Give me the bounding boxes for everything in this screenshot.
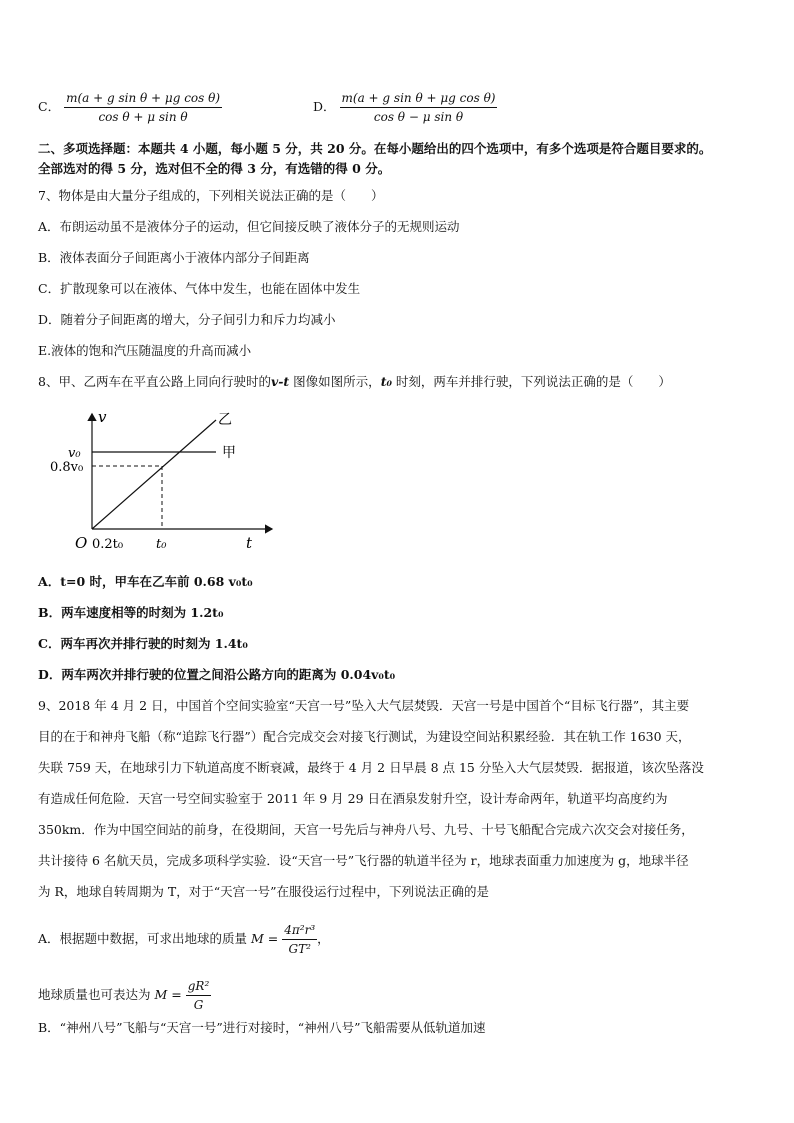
q6-option-d-numerator: m(a + g sin θ + μg cos θ) [340,90,498,108]
q9-line4: 有造成任何危险．天宫一号空间实验室于 2011 年 9 月 29 日在酒泉发射升空，设计寿命两年，轨道平均高度约为 [38,791,668,806]
q9-line2: 目的在于和神舟飞船（称“追踪飞行器”）配合完成交会对接飞行测试，为建设空间站积累经验．其在轨工作 1630 天， [38,729,691,744]
q7-option-c: C．扩散现象可以在液体、气体中发生，也能在固体中发生 [38,281,361,296]
q7-option-b: B．液体表面分子间距离小于液体内部分子间距离 [38,250,310,265]
q6-option-c [38,90,222,125]
q9-line7: 为 R，地球自转周期为 T，对于“天宫一号”在服役运行过程中，下列说法正确的是 [38,884,489,899]
q9-option-a-fraction [282,922,317,957]
q7-stem: 7、物体是由大量分子组成的，下列相关说法正确的是（ ） [38,188,384,203]
q6-option-d-label: D． [313,99,336,114]
q6-option-d-fraction [340,90,498,125]
q9-option-a [38,922,330,957]
section2-line1: 二、多项选择题：本题共 4 小题，每小题 5 分，共 20 分。在每小题给出的四个选项中，有多个选项是符合题目要求的。 [38,141,712,156]
q8-option-d: D．两车两次并排行驶的位置之间沿公路方向的距离为 0.04v₀t₀ [38,667,396,682]
q9-line5: 350km．作为中国空间站的前身，在役期间，天宫一号先后与神舟八号、九号、十号飞船配合完成六次交会对接任务， [38,822,694,837]
series-label-yi: 乙 [218,412,232,428]
q8-option-a: A．t=0 时，甲车在乙车前 0.68 v₀t₀ [38,574,253,589]
q9-line3: 失联 759 天，在地球引力下轨道高度不断衰减，最终于 4 月 2 日早晨 8 点 15 分坠入大气层焚毁．据报道，该次坠落没 [38,760,704,775]
q9-option-a2-lhs: M = [154,987,182,1002]
q9-option-a2-text: 地球质量也可表达为 [38,987,151,1002]
section2-line2: 全部选对的得 5 分，选对但不全的得 3 分，有选错的得 0 分。 [38,161,391,176]
q6-option-d [313,90,497,125]
q6-option-c-fraction [64,90,222,125]
q9-option-a-denominator: GT² [288,942,311,956]
q6-option-c-denominator: cos θ + μ sin θ [98,110,188,124]
q6-option-d-denominator: cos θ − μ sin θ [373,110,464,124]
origin-label: O [75,534,88,552]
q9-option-a-text: A．根据题中数据，可求出地球的质量 [38,931,248,946]
q7-option-d: D．随着分子间距离的增大，分子间引力和斥力均减小 [38,312,336,327]
q8-stem-part2: 图像如图所示， [289,374,381,389]
q8-stem [38,374,671,390]
q9-option-a2-numerator: gR² [186,978,212,996]
q9-option-a-tail: ， [317,931,330,946]
axis-label-v: v [98,408,107,426]
q8-option-c: C．两车再次并排行驶的时刻为 1.4t₀ [38,636,248,651]
q9-option-a-lhs: M = [251,931,279,946]
q9-option-a-numerator: 4π²r³ [282,922,317,940]
series-label-jia: 甲 [222,445,236,461]
q8-stem-t0: t₀ [380,374,392,389]
q9-line1: 9、2018 年 4 月 2 日，中国首个空间实验室“天宫一号”坠入大气层焚毁．天宫一号是中国首个“目标飞行器”，其主要 [38,698,690,713]
q9-option-a2-fraction [186,978,212,1013]
q7-option-e: E.液体的饱和汽压随温度的升高而减小 [38,343,252,358]
q8-stem-part3: 时刻，两车并排行驶，下列说法正确的是（ ） [391,374,671,389]
q7-option-a: A．布朗运动虽不是液体分子的运动，但它间接反映了液体分子的无规则运动 [38,219,460,234]
axis-label-t: t [246,534,253,552]
q9-option-b: B．“神州八号”飞船与“天宫一号”进行对接时，“神州八号”飞船需要从低轨道加速 [38,1020,486,1035]
q6-option-c-label: C． [38,99,61,114]
tick-label-v0: v₀ [68,446,81,461]
tick-label-t0: t₀ [156,537,167,552]
q8-vt-graph [40,404,280,554]
tick-label-0.8v0: 0.8v₀ [50,460,84,475]
q9-option-a2-denominator: G [193,998,204,1012]
yi-line [92,420,216,529]
q8-stem-part1: 8、甲、乙两车在平直公路上同向行驶时的 [38,374,271,389]
q9-option-a-part2 [38,978,211,1013]
tick-label-0.2t0: 0.2t₀ [92,537,124,552]
q9-line6: 共计接待 6 名航天员，完成多项科学实验．设“天宫一号”飞行器的轨道半径为 r，地球表面重力加速度为 g，地球半径 [38,853,689,868]
q8-option-b: B．两车速度相等的时刻为 1.2t₀ [38,605,224,620]
q6-option-c-numerator: m(a + g sin θ + μg cos θ) [64,90,222,108]
q8-stem-vt: v-t [270,374,290,389]
